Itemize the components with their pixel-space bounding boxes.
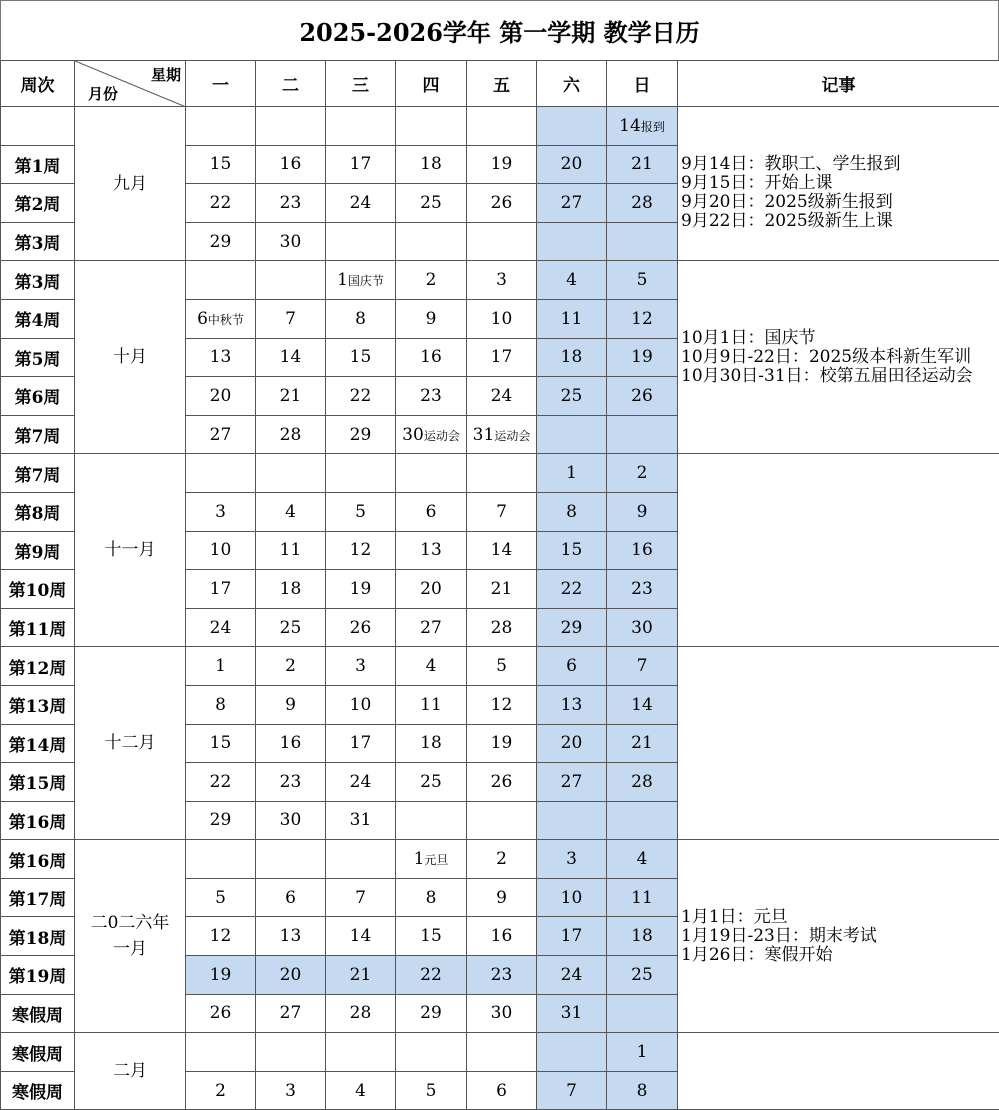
day-cell <box>186 454 256 493</box>
day-event-label: 运动会 <box>494 429 530 443</box>
day-cell <box>256 454 326 493</box>
day-cell: 19 <box>607 338 678 377</box>
day-cell: 6 <box>467 1071 537 1110</box>
header-day-mon: 一 <box>186 61 256 107</box>
day-cell: 22 <box>537 570 607 609</box>
day-cell: 23 <box>467 956 537 995</box>
day-cell: 5 <box>467 647 537 686</box>
day-cell: 19 <box>186 956 256 995</box>
day-cell: 1 <box>186 647 256 686</box>
day-cell: 9 <box>607 492 678 531</box>
day-cell: 30 <box>256 801 326 840</box>
notes-cell <box>678 454 999 647</box>
day-cell: 18 <box>607 917 678 956</box>
day-cell <box>396 107 467 146</box>
day-cell <box>396 840 467 879</box>
week-cell: 第17周 <box>1 878 75 917</box>
day-cell: 22 <box>396 956 467 995</box>
day-cell: 8 <box>537 492 607 531</box>
day-cell: 7 <box>607 647 678 686</box>
day-cell: 25 <box>256 608 326 647</box>
calendar-body <box>1 107 999 1110</box>
day-cell <box>537 1033 607 1072</box>
note-line: 9月20日：2025级新生报到 <box>681 193 999 212</box>
day-cell: 21 <box>326 956 396 995</box>
week-cell: 第2周 <box>1 184 75 223</box>
day-cell: 6 <box>256 878 326 917</box>
day-cell: 24 <box>537 956 607 995</box>
day-number: 1 <box>337 270 348 290</box>
day-cell: 13 <box>396 531 467 570</box>
day-cell: 10 <box>467 299 537 338</box>
day-cell: 28 <box>256 415 326 454</box>
day-cell: 21 <box>467 570 537 609</box>
day-cell: 8 <box>186 685 256 724</box>
header-day-sun: 日 <box>607 61 678 107</box>
week-cell: 第8周 <box>1 492 75 531</box>
day-cell: 14 <box>326 917 396 956</box>
day-cell: 7 <box>326 878 396 917</box>
notes-cell <box>678 261 999 454</box>
day-cell: 5 <box>396 1071 467 1110</box>
day-cell <box>396 1033 467 1072</box>
day-cell <box>467 801 537 840</box>
day-cell: 28 <box>607 763 678 802</box>
day-cell: 4 <box>256 492 326 531</box>
week-cell: 寒假周 <box>1 994 75 1033</box>
day-cell <box>537 415 607 454</box>
week-cell: 第3周 <box>1 261 75 300</box>
day-cell: 30 <box>467 994 537 1033</box>
header-week: 周次 <box>1 61 75 107</box>
day-cell <box>467 222 537 261</box>
month-label: 九月 <box>75 171 185 197</box>
day-cell: 4 <box>537 261 607 300</box>
day-cell: 5 <box>326 492 396 531</box>
day-cell: 5 <box>607 261 678 300</box>
day-cell: 9 <box>467 878 537 917</box>
day-cell: 26 <box>607 377 678 416</box>
week-cell: 第13周 <box>1 685 75 724</box>
day-cell <box>326 107 396 146</box>
day-number: 1 <box>414 849 425 869</box>
day-cell <box>396 801 467 840</box>
note-line: 1月26日：寒假开始 <box>681 946 999 965</box>
note-line: 10月30日-31日：校第五届田径运动会 <box>681 367 999 386</box>
table-row <box>1 1033 999 1072</box>
day-cell: 25 <box>396 763 467 802</box>
day-cell: 15 <box>396 917 467 956</box>
table-row <box>1 261 999 300</box>
day-cell: 22 <box>326 377 396 416</box>
day-cell: 24 <box>326 184 396 223</box>
day-cell: 23 <box>607 570 678 609</box>
day-cell: 16 <box>467 917 537 956</box>
day-cell: 25 <box>607 956 678 995</box>
day-cell: 27 <box>537 763 607 802</box>
day-cell: 17 <box>326 145 396 184</box>
day-cell: 8 <box>607 1071 678 1110</box>
day-cell: 12 <box>186 917 256 956</box>
day-cell: 16 <box>256 145 326 184</box>
day-cell <box>396 415 467 454</box>
day-cell: 27 <box>396 608 467 647</box>
day-cell: 2 <box>256 647 326 686</box>
note-line: 1月1日：元旦 <box>681 908 999 927</box>
day-cell: 19 <box>326 570 396 609</box>
day-cell: 30 <box>607 608 678 647</box>
day-cell: 10 <box>186 531 256 570</box>
day-cell: 21 <box>607 145 678 184</box>
day-cell: 12 <box>467 685 537 724</box>
day-cell: 14 <box>607 685 678 724</box>
day-cell: 8 <box>396 878 467 917</box>
day-cell <box>256 107 326 146</box>
day-cell: 2 <box>607 454 678 493</box>
day-cell: 30 <box>256 222 326 261</box>
day-cell: 20 <box>537 724 607 763</box>
header-corner-month: 月份 <box>88 83 118 104</box>
day-cell: 21 <box>256 377 326 416</box>
day-cell: 13 <box>256 917 326 956</box>
day-cell: 7 <box>256 299 326 338</box>
day-cell <box>607 801 678 840</box>
header-row <box>1 61 999 107</box>
day-number: 30 <box>402 425 424 445</box>
day-cell <box>186 107 256 146</box>
header-corner-weekday: 星期 <box>151 64 181 85</box>
day-event-label: 元旦 <box>424 853 448 867</box>
header-day-thu: 四 <box>396 61 467 107</box>
week-cell: 寒假周 <box>1 1071 75 1110</box>
day-cell: 29 <box>537 608 607 647</box>
day-event-label: 国庆节 <box>348 274 384 288</box>
week-cell: 第10周 <box>1 570 75 609</box>
table-row <box>1 647 999 686</box>
day-cell: 14 <box>467 531 537 570</box>
month-label: 二月 <box>75 1058 185 1084</box>
month-label: 十一月 <box>75 537 185 563</box>
day-cell: 2 <box>396 261 467 300</box>
month-label: 二0二六年 <box>75 910 185 936</box>
month-label: 一月 <box>75 936 185 962</box>
day-cell: 23 <box>396 377 467 416</box>
day-cell: 14 <box>256 338 326 377</box>
week-cell: 第5周 <box>1 338 75 377</box>
day-cell: 20 <box>256 956 326 995</box>
week-cell: 第1周 <box>1 145 75 184</box>
day-cell: 20 <box>537 145 607 184</box>
day-cell: 27 <box>256 994 326 1033</box>
day-cell: 24 <box>326 763 396 802</box>
teaching-calendar-table <box>0 60 999 1110</box>
day-cell: 12 <box>326 531 396 570</box>
month-cell <box>75 1033 186 1110</box>
day-cell <box>326 222 396 261</box>
day-cell: 11 <box>607 878 678 917</box>
day-cell <box>396 222 467 261</box>
day-cell <box>186 299 256 338</box>
day-cell <box>607 415 678 454</box>
day-cell: 31 <box>326 801 396 840</box>
table-row <box>1 454 999 493</box>
day-cell: 9 <box>256 685 326 724</box>
day-cell: 17 <box>467 338 537 377</box>
day-cell: 26 <box>467 184 537 223</box>
day-cell <box>607 994 678 1033</box>
day-cell: 25 <box>537 377 607 416</box>
day-cell: 4 <box>326 1071 396 1110</box>
day-cell: 6 <box>537 647 607 686</box>
day-cell: 3 <box>467 261 537 300</box>
day-cell: 10 <box>326 685 396 724</box>
day-cell: 27 <box>186 415 256 454</box>
day-cell: 3 <box>326 647 396 686</box>
day-number: 31 <box>473 425 495 445</box>
day-cell: 18 <box>256 570 326 609</box>
day-cell: 17 <box>537 917 607 956</box>
day-cell: 18 <box>537 338 607 377</box>
day-cell <box>326 840 396 879</box>
header-day-fri: 五 <box>467 61 537 107</box>
day-cell <box>326 261 396 300</box>
week-cell: 第15周 <box>1 763 75 802</box>
day-cell: 28 <box>607 184 678 223</box>
day-cell: 9 <box>396 299 467 338</box>
day-cell: 13 <box>186 338 256 377</box>
day-cell: 16 <box>256 724 326 763</box>
week-cell: 第9周 <box>1 531 75 570</box>
day-cell: 18 <box>396 724 467 763</box>
week-cell: 第7周 <box>1 415 75 454</box>
day-cell: 2 <box>186 1071 256 1110</box>
day-cell: 26 <box>326 608 396 647</box>
month-cell <box>75 107 186 261</box>
header-day-tue: 二 <box>256 61 326 107</box>
week-cell: 第6周 <box>1 377 75 416</box>
day-cell: 29 <box>186 222 256 261</box>
day-cell: 29 <box>396 994 467 1033</box>
month-label: 十月 <box>75 344 185 370</box>
month-cell <box>75 647 186 840</box>
day-cell: 10 <box>537 878 607 917</box>
table-row <box>1 840 999 879</box>
day-cell <box>256 1033 326 1072</box>
week-cell: 第3周 <box>1 222 75 261</box>
day-cell: 29 <box>186 801 256 840</box>
week-cell: 第12周 <box>1 647 75 686</box>
month-label: 十二月 <box>75 730 185 756</box>
day-cell: 17 <box>186 570 256 609</box>
day-cell: 28 <box>467 608 537 647</box>
note-line: 10月9日-22日：2025级本科新生军训 <box>681 348 999 367</box>
day-cell <box>537 107 607 146</box>
day-cell: 3 <box>537 840 607 879</box>
day-cell <box>396 454 467 493</box>
day-cell: 22 <box>186 184 256 223</box>
day-cell: 16 <box>607 531 678 570</box>
day-cell <box>326 454 396 493</box>
day-cell <box>186 840 256 879</box>
month-cell <box>75 454 186 647</box>
note-line: 9月14日：教职工、学生报到 <box>681 155 999 174</box>
day-cell: 11 <box>256 531 326 570</box>
note-line: 9月22日：2025级新生上课 <box>681 212 999 231</box>
notes-cell <box>678 1033 999 1110</box>
week-cell: 第14周 <box>1 724 75 763</box>
day-cell: 4 <box>396 647 467 686</box>
day-cell <box>467 454 537 493</box>
notes-cell <box>678 840 999 1033</box>
day-cell: 23 <box>256 184 326 223</box>
day-cell: 3 <box>256 1071 326 1110</box>
day-event-label: 报到 <box>641 120 665 134</box>
note-line: 10月1日：国庆节 <box>681 329 999 348</box>
day-cell: 7 <box>467 492 537 531</box>
day-cell: 1 <box>537 454 607 493</box>
notes-cell <box>678 107 999 261</box>
day-cell <box>467 107 537 146</box>
day-cell: 15 <box>186 145 256 184</box>
day-cell: 26 <box>186 994 256 1033</box>
day-cell: 15 <box>186 724 256 763</box>
day-cell: 25 <box>396 184 467 223</box>
week-cell: 第11周 <box>1 608 75 647</box>
header-notes: 记事 <box>678 61 999 107</box>
day-number: 14 <box>619 116 641 136</box>
week-cell: 第16周 <box>1 840 75 879</box>
day-cell: 24 <box>186 608 256 647</box>
week-cell: 第7周 <box>1 454 75 493</box>
day-cell: 19 <box>467 724 537 763</box>
month-cell <box>75 261 186 454</box>
note-line: 1月19日-23日：期末考试 <box>681 927 999 946</box>
day-cell: 23 <box>256 763 326 802</box>
header-day-sat: 六 <box>537 61 607 107</box>
month-cell <box>75 840 186 1033</box>
day-cell: 20 <box>396 570 467 609</box>
day-cell <box>467 1033 537 1072</box>
day-cell <box>607 107 678 146</box>
page-title: 2025-2026学年 第一学期 教学日历 <box>0 0 999 60</box>
day-cell: 29 <box>326 415 396 454</box>
week-cell: 第16周 <box>1 801 75 840</box>
day-cell: 13 <box>537 685 607 724</box>
day-cell: 12 <box>607 299 678 338</box>
day-cell: 21 <box>607 724 678 763</box>
day-number: 6 <box>197 309 208 329</box>
week-cell: 寒假周 <box>1 1033 75 1072</box>
day-cell <box>186 261 256 300</box>
day-cell: 3 <box>186 492 256 531</box>
day-cell <box>607 222 678 261</box>
day-cell: 20 <box>186 377 256 416</box>
day-cell: 27 <box>537 184 607 223</box>
day-cell: 22 <box>186 763 256 802</box>
table-row <box>1 107 999 146</box>
day-cell: 18 <box>396 145 467 184</box>
day-cell: 6 <box>396 492 467 531</box>
day-event-label: 运动会 <box>424 429 460 443</box>
day-cell: 16 <box>396 338 467 377</box>
week-cell: 第18周 <box>1 917 75 956</box>
week-cell: 第19周 <box>1 956 75 995</box>
day-cell: 11 <box>396 685 467 724</box>
week-cell: 第4周 <box>1 299 75 338</box>
day-cell <box>537 222 607 261</box>
note-line: 9月15日：开始上课 <box>681 174 999 193</box>
day-cell <box>537 801 607 840</box>
day-cell: 31 <box>537 994 607 1033</box>
notes-cell <box>678 647 999 840</box>
day-cell: 15 <box>326 338 396 377</box>
day-cell: 8 <box>326 299 396 338</box>
note-line <box>681 136 999 155</box>
day-cell: 15 <box>537 531 607 570</box>
day-cell <box>256 261 326 300</box>
day-cell: 24 <box>467 377 537 416</box>
day-cell <box>256 840 326 879</box>
day-cell: 4 <box>607 840 678 879</box>
day-cell: 17 <box>326 724 396 763</box>
day-cell: 2 <box>467 840 537 879</box>
day-cell: 11 <box>537 299 607 338</box>
day-cell <box>186 1033 256 1072</box>
day-cell: 1 <box>607 1033 678 1072</box>
day-cell <box>467 415 537 454</box>
day-cell: 28 <box>326 994 396 1033</box>
day-cell: 26 <box>467 763 537 802</box>
day-event-label: 中秋节 <box>208 313 244 327</box>
day-cell: 7 <box>537 1071 607 1110</box>
day-cell: 19 <box>467 145 537 184</box>
day-cell <box>326 1033 396 1072</box>
day-cell: 5 <box>186 878 256 917</box>
header-day-wed: 三 <box>326 61 396 107</box>
header-corner <box>75 61 186 107</box>
week-cell <box>1 107 75 146</box>
